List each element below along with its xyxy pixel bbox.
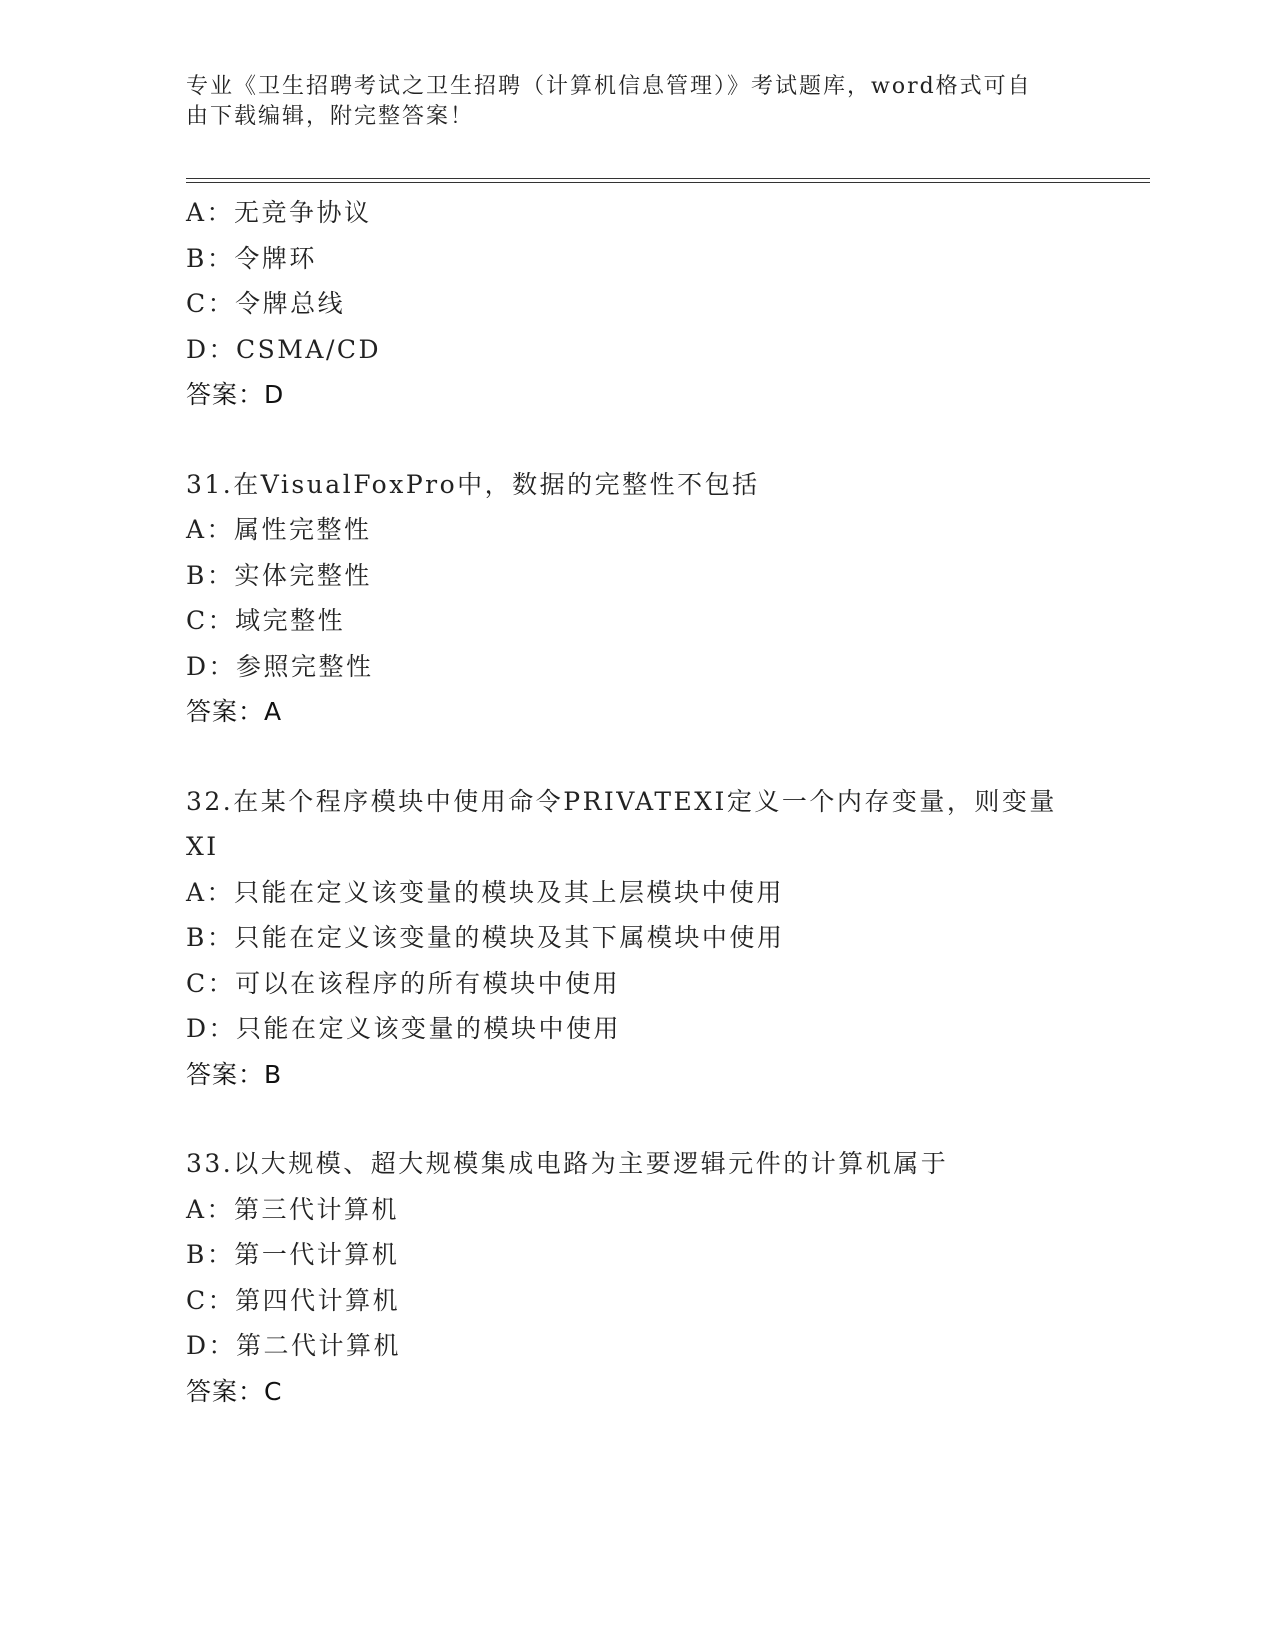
answer-line: 答案：A	[186, 697, 283, 726]
question-stem: 31.在VisualFoxPro中，数据的完整性不包括	[186, 469, 760, 499]
option-b: B：第一代计算机	[186, 1240, 400, 1269]
question-32	[186, 779, 1086, 1098]
answer-line: 答案：B	[186, 1059, 283, 1089]
question-30	[186, 190, 1086, 418]
option-a: A：属性完整性	[186, 515, 372, 544]
question-stem-line-2: XI	[186, 832, 219, 861]
document-header	[186, 72, 1086, 132]
option-b: B：令牌环	[186, 243, 317, 273]
question-33	[186, 1141, 1086, 1414]
option-c: C：可以在该程序的所有模块中使用	[186, 968, 621, 998]
header-divider	[186, 178, 1150, 183]
option-c: C：第四代计算机	[186, 1285, 401, 1315]
question-stem: 33.以大规模、超大规模集成电路为主要逻辑元件的计算机属于	[186, 1149, 949, 1178]
question-31	[186, 462, 1086, 735]
option-d: D：CSMA/CD	[186, 334, 382, 364]
answer-line: 答案：D	[186, 380, 285, 409]
option-a: A：无竞争协议	[186, 198, 372, 227]
option-a: A：只能在定义该变量的模块及其上层模块中使用	[186, 877, 785, 907]
header-line-1: 专业《卫生招聘考试之卫生招聘（计算机信息管理）》考试题库，word格式可自	[186, 74, 1032, 99]
option-d: D：第二代计算机	[186, 1331, 402, 1360]
question-list	[186, 190, 1086, 1414]
option-a: A：第三代计算机	[186, 1194, 400, 1224]
answer-line: 答案：C	[186, 1376, 283, 1406]
option-c: C：令牌总线	[186, 289, 346, 318]
header-line-2: 由下载编辑，附完整答案！	[186, 104, 475, 129]
question-stem-line-1: 32.在某个程序模块中使用命令PRIVATEXI定义一个内存变量，则变量	[186, 786, 1057, 816]
option-b: B：实体完整性	[186, 560, 372, 590]
option-d: D：只能在定义该变量的模块中使用	[186, 1014, 622, 1043]
option-b: B：只能在定义该变量的模块及其下属模块中使用	[186, 923, 785, 952]
option-c: C：域完整性	[186, 606, 346, 635]
option-d: D：参照完整性	[186, 651, 374, 681]
